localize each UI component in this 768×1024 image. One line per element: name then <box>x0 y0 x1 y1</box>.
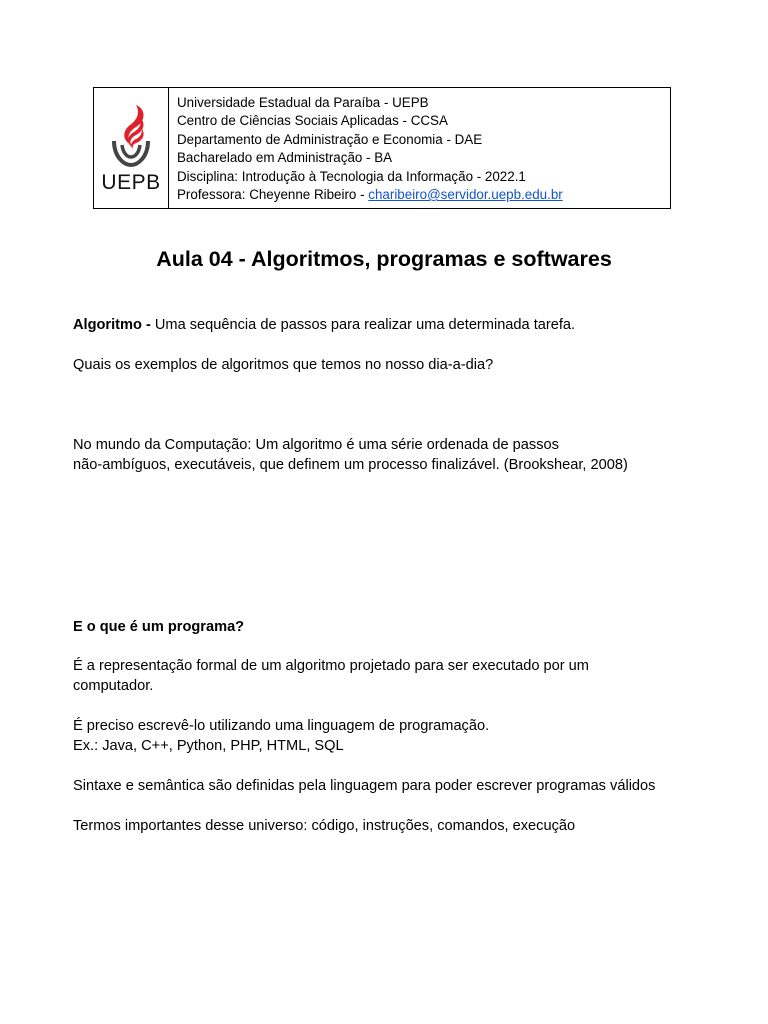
escrever-line-1: É preciso escrevê-lo utilizando uma linguagem de programação. <box>73 718 490 734</box>
escrever-paragraph <box>73 716 713 757</box>
computacao-line-1: No mundo da Computação: Um algoritmo é uma série ordenada de passos <box>73 437 559 453</box>
algoritmo-term: Algoritmo - <box>73 317 151 333</box>
professor-line <box>177 186 563 204</box>
professor-name: Professora: Cheyenne Ribeiro - <box>177 187 369 203</box>
sintaxe-paragraph: Sintaxe e semântica são definidas pela linguagem para poder escrever programas válidos <box>73 778 656 794</box>
programa-heading: E o que é um programa? <box>73 619 245 635</box>
algoritmo-paragraph <box>73 315 713 335</box>
email-link[interactable]: charibeiro@servidor.uepb.edu.br <box>368 187 563 203</box>
languages-line: Ex.: Java, C++, Python, PHP, HTML, SQL <box>73 738 344 755</box>
department-line: Departamento de Administração e Economia - DAE <box>177 131 483 147</box>
uepb-logo <box>94 88 169 208</box>
discipline-line: Disciplina: Introdução à Tecnologia da Informação - 2022.1 <box>177 168 526 184</box>
termos-paragraph: Termos importantes desse universo: código, instruções, comandos, execução <box>73 818 576 834</box>
computacao-line-2: não-ambíguos, executáveis, que definem um processo finalizável. (Brookshear, 2008) <box>73 457 628 474</box>
programa-line-2: computador. <box>73 678 154 695</box>
university-line: Universidade Estadual da Paraíba - UEPB <box>177 95 429 110</box>
question-paragraph: Quais os exemplos de algoritmos que temos no nosso dia-a-dia? <box>73 357 494 373</box>
programa-line-1: É a representação formal de um algoritmo projetado para ser executado por um <box>73 658 589 674</box>
center-line: Centro de Ciências Sociais Aplicadas - CCSA <box>177 113 448 129</box>
header-info <box>169 88 563 208</box>
programa-definition <box>73 656 713 697</box>
algoritmo-definition: Uma sequência de passos para realizar uma determinada tarefa. <box>150 317 576 333</box>
logo-text: UEPB <box>101 171 161 194</box>
course-line: Bacharelado em Administração - BA <box>177 150 393 166</box>
header-table <box>93 87 671 209</box>
flame-icon <box>106 101 156 169</box>
computacao-paragraph <box>73 435 713 476</box>
page-title: Aula 04 - Algoritmos, programas e softwares <box>156 247 612 271</box>
